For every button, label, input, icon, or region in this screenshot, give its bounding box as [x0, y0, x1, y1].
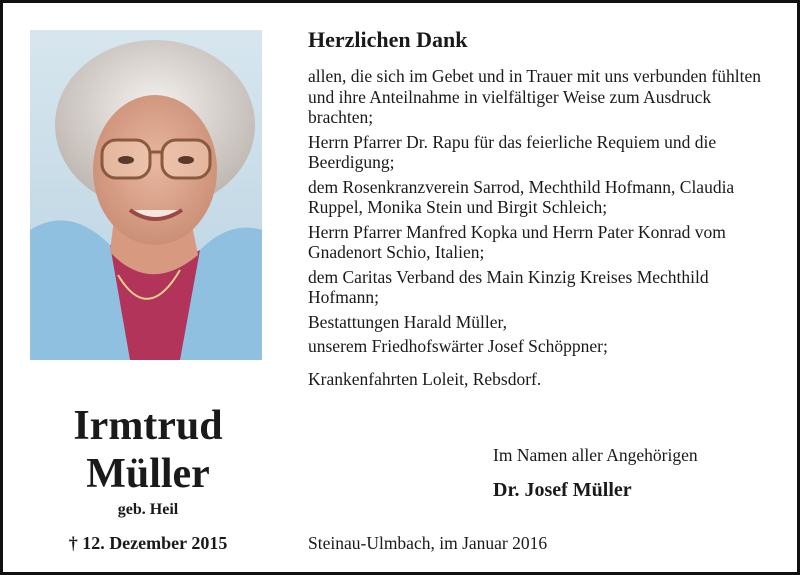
deceased-birth-name: geb. Heil	[117, 501, 179, 518]
thanks-paragraph: Herrn Pfarrer Manfred Kopka und Herrn Pater Konrad vom Gnadenort Schio, Italien;	[308, 221, 726, 262]
thanks-paragraph: dem Rosenkranzverein Sarrod, Mechthild Hofmann, Claudia Ruppel, Monika Stein und Birgit Schleich;	[308, 176, 735, 217]
death-date: † 12. Dezember 2015	[68, 533, 228, 553]
closing-line: Im Namen aller Angehörigen	[493, 445, 698, 465]
thanks-paragraph: Herrn Pfarrer Dr. Rapu für das feierliche Requiem und die Beerdigung;	[308, 131, 717, 172]
thanks-paragraph: allen, die sich im Gebet und in Trauer mit uns verbunden fühlten und ihre Anteilnahme in vielfältiger Weise zum Ausdruck brachten;	[308, 66, 761, 127]
deceased-last-name: Müller	[86, 451, 210, 497]
portrait-image	[30, 30, 262, 360]
notice-heading: Herzlichen Dank	[308, 27, 468, 52]
thanks-list	[308, 66, 778, 393]
thanks-paragraph: dem Caritas Verband des Main Kinzig Kreises Mechthild Hofmann;	[308, 266, 709, 307]
thanks-paragraph: Bestattungen Harald Müller,	[308, 311, 508, 332]
signer-name: Dr. Josef Müller	[493, 479, 632, 501]
place-date: Steinau-Ulmbach, im Januar 2016	[308, 533, 548, 553]
deceased-first-name: Irmtrud	[73, 403, 223, 449]
thanks-paragraph: unserem Friedhofswärter Josef Schöppner;	[308, 336, 608, 356]
portrait-photo	[30, 30, 262, 360]
thanks-paragraph: Krankenfahrten Loleit, Rebsdorf.	[308, 368, 542, 389]
